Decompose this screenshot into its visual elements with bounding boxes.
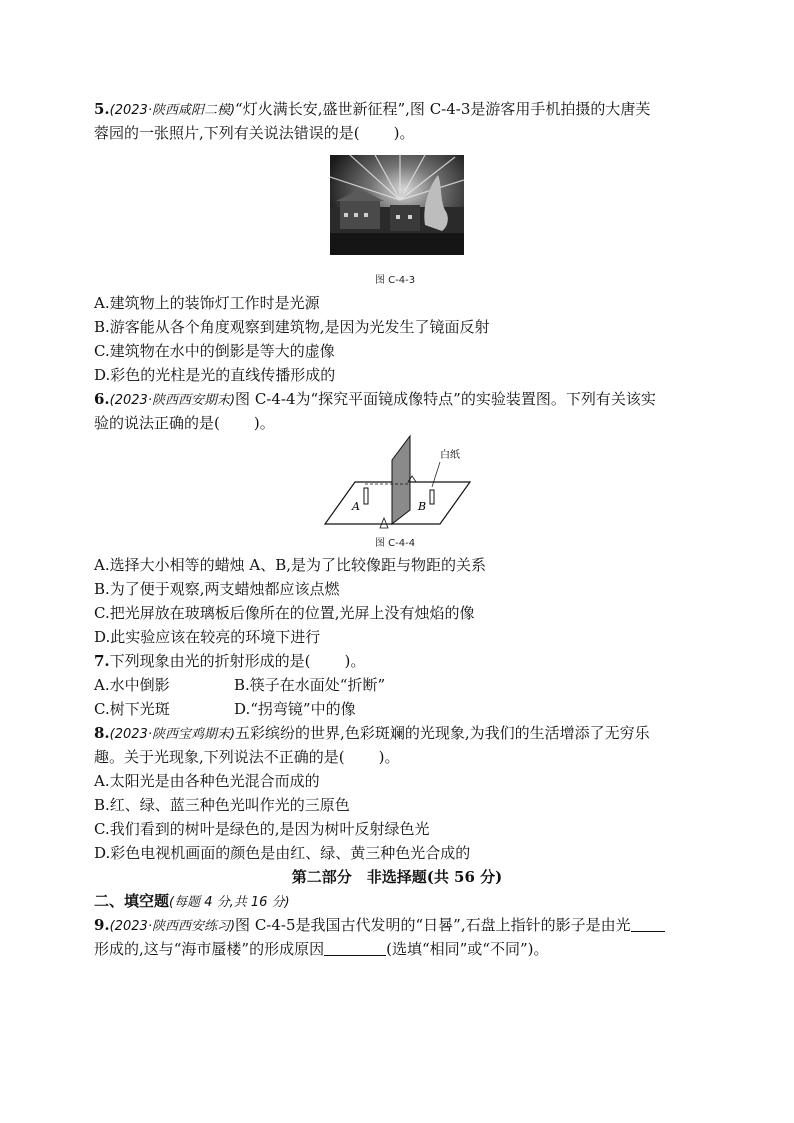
q6-option-c: C.把光屏放在玻璃板后像所在的位置,光屏上没有烛焰的像 (94, 604, 475, 622)
q5-number: 5. (94, 100, 110, 118)
q8-stem-2: 趣。关于光现象,下列说法不正确的是( (94, 748, 345, 766)
q6-figure-caption: 图 C-4-4 (375, 538, 416, 549)
q6-option-a: A.选择大小相等的蜡烛 A、B,是为了比较像距与物距的关系 (94, 556, 486, 574)
candle-a (364, 488, 368, 504)
q9-stem-1: 图 C-4-5是我国古代发明的“日晷”,石盘上指针的影子是由光 (235, 916, 631, 934)
q5-line1 (94, 98, 650, 122)
q8-number: 8. (94, 724, 110, 742)
q9-number: 9. (94, 916, 110, 934)
q9-line1 (94, 914, 665, 938)
q5-stem-2: 蓉园的一张照片,下列有关说法错误的是( (94, 124, 360, 142)
q5-option-b: B.游客能从各个角度观察到建筑物,是因为光发生了镜面反射 (94, 318, 490, 336)
q5-photo (330, 155, 464, 255)
q6-option-b: B.为了便于观察,两支蜡烛都应该点燃 (94, 580, 340, 598)
q9-blank-2[interactable] (324, 940, 386, 956)
glass-plate (392, 436, 410, 524)
q6-line1 (94, 388, 656, 412)
q6-stem-end: )。 (253, 414, 275, 432)
q8-line2 (94, 746, 399, 768)
q6-figure-apparatus (320, 432, 480, 530)
q7-option-c: C.树下光斑 (94, 700, 170, 718)
q7-option-b: B.筷子在水面处“折断” (234, 676, 386, 694)
q5-figure-caption: 图 C-4-3 (375, 275, 416, 286)
q8-source: (2023·陕西宝鸡期末) (109, 727, 236, 742)
q6-line2 (94, 412, 275, 434)
section2-note: (每题 4 分,共 16 分) (169, 895, 290, 910)
section2-heading (94, 890, 290, 914)
q8-option-b: B.红、绿、蓝三种色光叫作光的三原色 (94, 796, 350, 814)
q8-option-d: D.彩色电视机画面的颜色是由红、绿、黄三种色光合成的 (94, 844, 471, 862)
q9-stem-3: (选填“相同”或“不同”)。 (386, 940, 549, 958)
q5-line2 (94, 122, 414, 144)
q9-source: (2023·陕西西安练习) (109, 919, 236, 934)
q6-option-d: D.此实验应该在较亮的环境下进行 (94, 628, 321, 646)
label-paper: 白纸 (440, 450, 460, 461)
q8-option-a: A.太阳光是由各种色光混合而成的 (94, 772, 320, 790)
q7-options-row1 (94, 674, 385, 696)
q5-source: (2023·陕西咸阳二模) (109, 103, 236, 118)
candle-b (430, 490, 434, 504)
q7-stem-end: )。 (344, 652, 366, 670)
section2-title: 二、填空题 (94, 892, 170, 910)
q5-option-d: D.彩色的光柱是光的直线传播形成的 (94, 366, 336, 384)
q7-line1 (94, 650, 365, 672)
label-b: B (418, 500, 427, 513)
q9-stem-2: 形成的,这与“海市蜃楼”的形成原因 (94, 940, 325, 958)
q5-option-c: C.建筑物在水中的倒影是等大的虚像 (94, 342, 335, 360)
part2-title: 第二部分 非选择题(共 56 分) (291, 868, 503, 886)
q5-stem-1: “灯火满长安,盛世新征程”,图 C-4-3是游客用手机拍摄的大唐芙 (235, 100, 651, 118)
q9-blank-1[interactable] (631, 916, 665, 932)
stand (380, 518, 388, 528)
q5-stem-end: )。 (393, 124, 415, 142)
label-a: A (352, 500, 360, 513)
q7-stem: 下列现象由光的折射形成的是( (109, 652, 311, 670)
q8-stem-end: )。 (378, 748, 400, 766)
q7-option-d: D.“拐弯镜”中的像 (234, 700, 356, 718)
q7-option-a: A.水中倒影 (94, 676, 170, 694)
q7-options-row2 (94, 698, 356, 720)
q6-stem-1: 图 C-4-4为“探究平面镜成像特点”的实验装置图。下列有关该实 (235, 390, 656, 408)
paper-leader (432, 462, 440, 487)
q5-photo-illustration (330, 155, 464, 255)
q8-line1 (94, 722, 650, 746)
q7-number: 7. (94, 652, 110, 670)
q6-number: 6. (94, 390, 110, 408)
q6-source: (2023·陕西西安期末) (109, 393, 236, 408)
q6-stem-2: 验的说法正确的是( (94, 414, 220, 432)
q5-option-a: A.建筑物上的装饰灯工作时是光源 (94, 294, 320, 312)
q8-option-c: C.我们看到的树叶是绿色的,是因为树叶反射绿色光 (94, 820, 430, 838)
q8-stem-1: 五彩缤纷的世界,色彩斑斓的光现象,为我们的生活增添了无穷乐 (235, 724, 650, 742)
q9-line2 (94, 938, 549, 960)
